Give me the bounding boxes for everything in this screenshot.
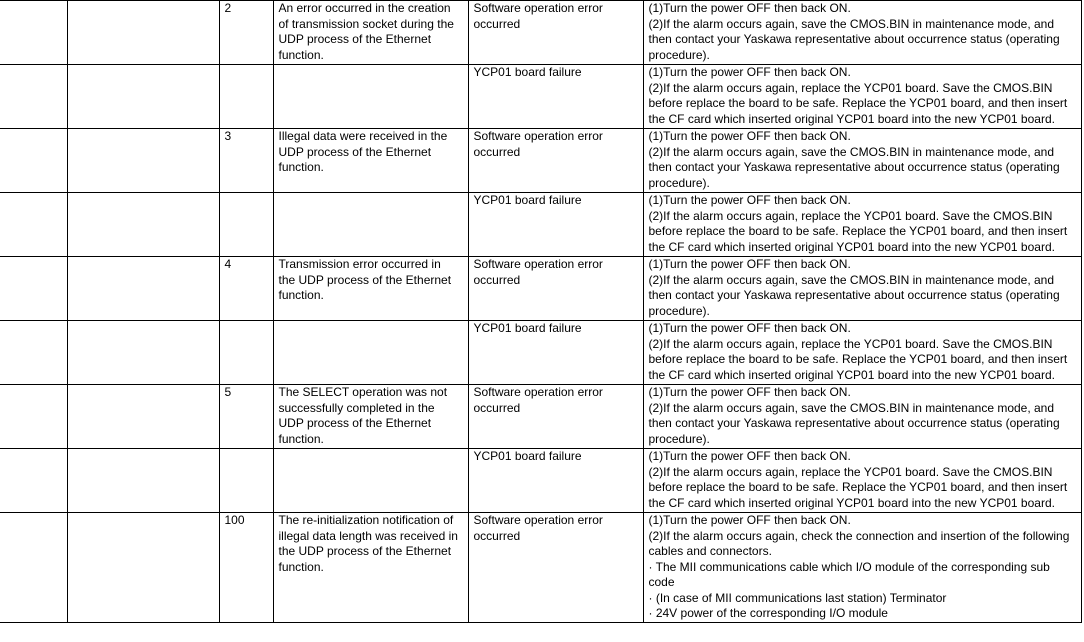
remedy-text: the CF card which inserted original YCP01 board into the new YCP01 board. xyxy=(648,495,1055,510)
subcode-cell xyxy=(219,513,273,623)
meaning-text: the UDP process of the Ethernet xyxy=(278,272,452,287)
remedy-text: procedure). xyxy=(648,431,710,446)
alarm-number-cell xyxy=(0,321,67,385)
meaning-text: the UDP process of the Ethernet xyxy=(278,544,452,558)
remedy-cell xyxy=(643,385,1081,449)
cause-text: occurred xyxy=(473,272,521,287)
subcode-cell xyxy=(219,193,273,257)
cause-text: occurred xyxy=(473,400,521,415)
remedy-text: (2)If the alarm occurs again, save the CMOS.BIN in maintenance mode, and xyxy=(648,272,1055,287)
meaning-text: An error occurred in the creation xyxy=(278,1,451,15)
remedy-text: (1)Turn the power OFF then back ON. xyxy=(648,385,851,399)
remedy-text: · (In case of MII communications last station) Terminator xyxy=(648,590,947,605)
meaning-text: of transmission socket during the xyxy=(278,16,454,31)
subcode-cell xyxy=(219,257,273,321)
alarm-table-body xyxy=(0,1,1081,623)
cause-text: YCP01 board failure xyxy=(473,449,582,463)
cause-cell xyxy=(468,193,643,257)
meaning-cell xyxy=(273,513,468,623)
meaning-cell xyxy=(273,1,468,65)
remedy-text: code xyxy=(648,575,675,589)
alarm-name-cell xyxy=(67,449,219,513)
meaning-cell xyxy=(273,193,468,257)
meaning-text: function. xyxy=(278,431,324,446)
remedy-cell xyxy=(643,129,1081,193)
subcode-text: 2 xyxy=(224,1,232,15)
cause-cell xyxy=(468,65,643,129)
alarm-number-cell xyxy=(0,513,67,623)
remedy-text: (1)Turn the power OFF then back ON. xyxy=(648,257,851,271)
meaning-text: successfully completed in the xyxy=(278,400,435,415)
remedy-text: before replace the board to be safe. Replace the YCP01 board, and then insert xyxy=(648,224,1068,238)
meaning-cell xyxy=(273,385,468,449)
remedy-cell xyxy=(643,65,1081,129)
cause-text: occurred xyxy=(473,144,521,159)
remedy-text: before replace the board to be safe. Replace the YCP01 board, and then insert xyxy=(648,352,1068,366)
meaning-text: function. xyxy=(278,559,324,574)
alarm-name-cell xyxy=(67,129,219,193)
table-row xyxy=(0,257,1081,321)
meaning-text: function. xyxy=(278,160,324,174)
remedy-text: then contact your Yaskawa representative about occurrence status (operating xyxy=(648,416,1060,430)
alarm-number-cell xyxy=(0,65,67,129)
meaning-text: UDP process of the Ethernet xyxy=(278,416,432,430)
subcode-cell xyxy=(219,129,273,193)
cause-text: YCP01 board failure xyxy=(473,65,582,79)
remedy-text: cables and connectors. xyxy=(648,544,772,558)
table-row xyxy=(0,449,1081,513)
remedy-cell xyxy=(643,1,1081,65)
meaning-cell xyxy=(273,449,468,513)
remedy-text: then contact your Yaskawa representative about occurrence status (operating xyxy=(648,288,1060,302)
cause-text: YCP01 board failure xyxy=(473,321,582,335)
table-row xyxy=(0,193,1081,257)
meaning-cell xyxy=(273,129,468,193)
remedy-cell xyxy=(643,513,1081,623)
table-row xyxy=(0,1,1081,65)
table-row xyxy=(0,385,1081,449)
alarm-name-cell xyxy=(67,65,219,129)
remedy-text: (1)Turn the power OFF then back ON. xyxy=(648,449,851,463)
cause-text: Software operation error xyxy=(473,257,603,271)
alarm-number-cell xyxy=(0,385,67,449)
remedy-cell xyxy=(643,321,1081,385)
subcode-cell xyxy=(219,1,273,65)
alarm-name-cell xyxy=(67,385,219,449)
cause-cell xyxy=(468,129,643,193)
remedy-text: (1)Turn the power OFF then back ON. xyxy=(648,321,851,335)
subcode-cell xyxy=(219,321,273,385)
remedy-cell xyxy=(643,257,1081,321)
meaning-cell xyxy=(273,257,468,321)
remedy-text: (2)If the alarm occurs again, replace the YCP01 board. Save the CMOS.BIN xyxy=(648,208,1053,223)
cause-cell xyxy=(468,321,643,385)
remedy-text: (2)If the alarm occurs again, replace the YCP01 board. Save the CMOS.BIN xyxy=(648,80,1053,95)
cause-text: occurred xyxy=(473,528,521,543)
subcode-cell xyxy=(219,449,273,513)
table-row xyxy=(0,321,1081,385)
table-row xyxy=(0,513,1081,623)
remedy-text: procedure). xyxy=(648,303,710,318)
meaning-cell xyxy=(273,321,468,385)
remedy-text: (2)If the alarm occurs again, replace the YCP01 board. Save the CMOS.BIN xyxy=(648,336,1053,351)
cause-text: Software operation error xyxy=(473,129,603,143)
alarm-number-cell xyxy=(0,449,67,513)
remedy-text: (1)Turn the power OFF then back ON. xyxy=(648,65,851,79)
meaning-text: Transmission error occurred in xyxy=(278,257,441,271)
subcode-text: 4 xyxy=(224,257,232,271)
remedy-text: (1)Turn the power OFF then back ON. xyxy=(648,193,851,207)
remedy-text: (2)If the alarm occurs again, check the connection and insertion of the following xyxy=(648,528,1070,543)
alarm-number-cell xyxy=(0,193,67,257)
remedy-cell xyxy=(643,449,1081,513)
alarm-name-cell xyxy=(67,193,219,257)
subcode-text: 3 xyxy=(224,129,232,143)
remedy-text: (1)Turn the power OFF then back ON. xyxy=(648,513,851,527)
remedy-text: before replace the board to be safe. Replace the YCP01 board, and then insert xyxy=(648,480,1068,494)
alarm-name-cell xyxy=(67,1,219,65)
table-row xyxy=(0,129,1081,193)
cause-text: occurred xyxy=(473,16,521,31)
table-row xyxy=(0,65,1081,129)
remedy-text: (1)Turn the power OFF then back ON. xyxy=(648,1,851,15)
subcode-text: 100 xyxy=(224,513,245,527)
meaning-text: UDP process of the Ethernet xyxy=(278,32,432,46)
remedy-text: procedure). xyxy=(648,175,710,190)
subcode-text: 5 xyxy=(224,385,232,399)
remedy-text: · The MII communications cable which I/O module of the corresponding sub xyxy=(648,559,1050,574)
alarm-number-cell xyxy=(0,129,67,193)
remedy-text: (2)If the alarm occurs again, save the CMOS.BIN in maintenance mode, and xyxy=(648,144,1055,159)
meaning-text: The re-initialization notification of xyxy=(278,513,454,527)
remedy-text: (2)If the alarm occurs again, replace the YCP01 board. Save the CMOS.BIN xyxy=(648,464,1053,479)
remedy-text: then contact your Yaskawa representative about occurrence status (operating xyxy=(648,160,1060,174)
meaning-text: UDP process of the Ethernet xyxy=(278,144,432,159)
remedy-text: · 24V power of the corresponding I/O module xyxy=(648,606,888,620)
alarm-number-cell xyxy=(0,257,67,321)
meaning-text: The SELECT operation was not xyxy=(278,385,448,399)
alarm-name-cell xyxy=(67,513,219,623)
cause-cell xyxy=(468,449,643,513)
remedy-text: (2)If the alarm occurs again, save the CMOS.BIN in maintenance mode, and xyxy=(648,16,1055,31)
meaning-text: Illegal data were received in the xyxy=(278,129,448,143)
subcode-cell xyxy=(219,65,273,129)
cause-text: Software operation error xyxy=(473,1,603,15)
subcode-cell xyxy=(219,385,273,449)
cause-text: YCP01 board failure xyxy=(473,193,582,207)
meaning-text: function. xyxy=(278,288,324,302)
cause-cell xyxy=(468,385,643,449)
remedy-text: (1)Turn the power OFF then back ON. xyxy=(648,129,851,143)
meaning-text: illegal data length was received in xyxy=(278,528,458,543)
meaning-text: function. xyxy=(278,47,324,62)
alarm-name-cell xyxy=(67,321,219,385)
remedy-text: the CF card which inserted original YCP01 board into the new YCP01 board. xyxy=(648,367,1055,382)
remedy-cell xyxy=(643,193,1081,257)
remedy-text: procedure). xyxy=(648,47,710,62)
meaning-cell xyxy=(273,65,468,129)
cause-text: Software operation error xyxy=(473,513,603,527)
cause-text: Software operation error xyxy=(473,385,603,399)
remedy-text: the CF card which inserted original YCP01 board into the new YCP01 board. xyxy=(648,239,1055,254)
cause-cell xyxy=(468,513,643,623)
remedy-text: (2)If the alarm occurs again, save the CMOS.BIN in maintenance mode, and xyxy=(648,400,1055,415)
alarm-name-cell xyxy=(67,257,219,321)
remedy-text: the CF card which inserted original YCP01 board into the new YCP01 board. xyxy=(648,111,1055,126)
cause-cell xyxy=(468,257,643,321)
cause-cell xyxy=(468,1,643,65)
alarm-number-cell xyxy=(0,1,67,65)
remedy-text: before replace the board to be safe. Replace the YCP01 board, and then insert xyxy=(648,96,1068,110)
remedy-text: then contact your Yaskawa representative about occurrence status (operating xyxy=(648,32,1060,46)
